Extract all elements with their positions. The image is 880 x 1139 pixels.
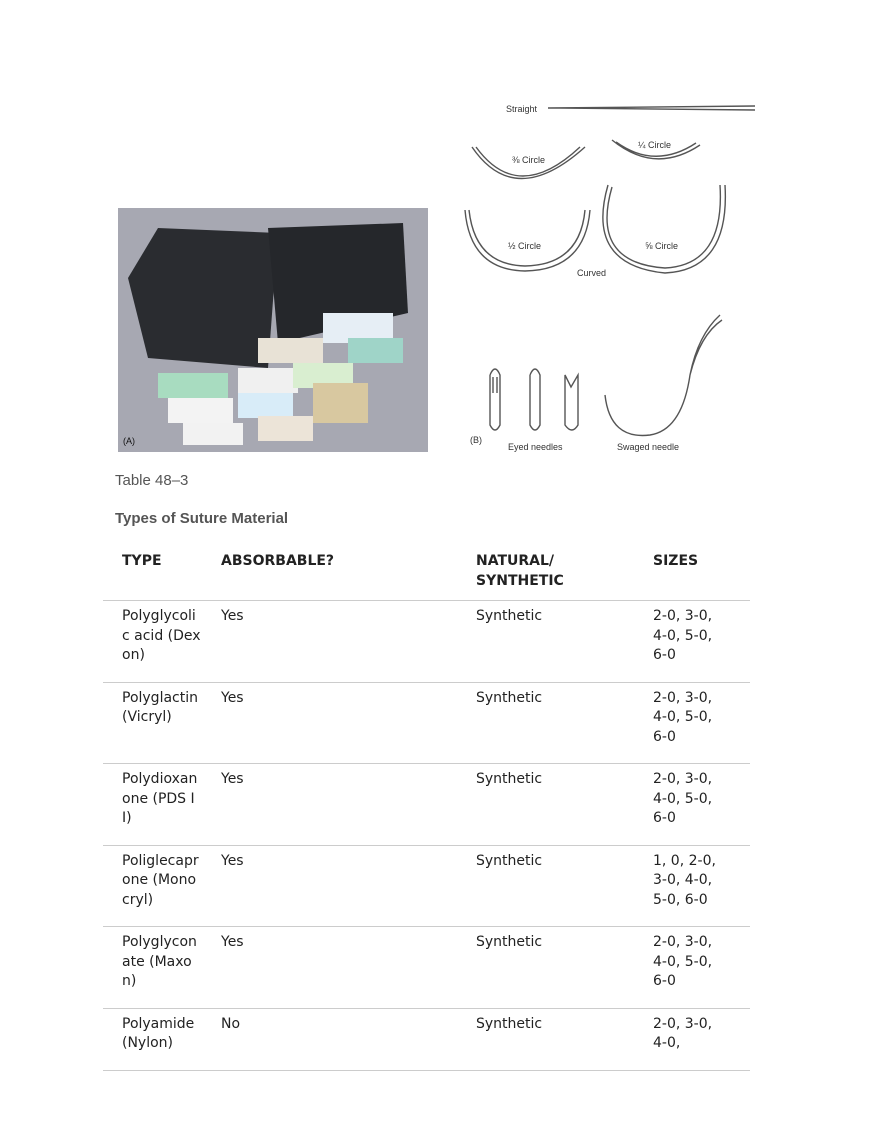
cell-absorbable: Yes	[221, 934, 244, 950]
eyed-needle-icon	[530, 369, 540, 430]
needle-types-figure	[460, 95, 770, 530]
header-origin: NATURAL/ SYNTHETIC	[476, 553, 564, 589]
five-eighths-needle-icon	[603, 185, 725, 273]
table-header-row	[103, 552, 750, 601]
suture-packages-illustration	[118, 208, 428, 452]
header-sizes: SIZES	[653, 553, 699, 569]
cell-absorbable: Yes	[221, 771, 244, 787]
label-three-eighths: ⅜ Circle	[512, 155, 546, 165]
cell-origin: Synthetic	[476, 852, 543, 869]
cell-type: Polyamide (Nylon)	[122, 1015, 195, 1051]
cell-type: Polydioxanone (PDS II)	[122, 771, 198, 826]
cell-sizes: 2-0, 3-0, 4-0, 5-0, 6-0	[653, 689, 713, 745]
cell-type: Polyglycolic acid (Dexon)	[122, 608, 201, 663]
eyed-needle-icon	[565, 375, 578, 430]
header-absorbable: ABSORBABLE?	[221, 553, 335, 569]
cell-origin: Synthetic	[476, 771, 543, 787]
cell-absorbable: No	[221, 1015, 241, 1032]
label-swaged: Swaged needle	[617, 442, 680, 452]
cell-type: Polyglyconate (Maxon)	[122, 934, 197, 989]
cell-absorbable: Yes	[221, 852, 244, 869]
table-row	[103, 927, 750, 1009]
eyed-needle-icon	[490, 369, 500, 430]
header-type: TYPE	[122, 553, 162, 569]
table-row	[103, 764, 750, 846]
table-row	[103, 1008, 750, 1070]
suture-packages-photo	[118, 208, 428, 452]
photo-label: (A)	[123, 436, 135, 446]
cell-sizes: 2-0, 3-0, 4-0,	[653, 1015, 713, 1051]
label-straight: Straight	[506, 104, 538, 114]
table-caption: Table 48–3	[115, 472, 189, 489]
cell-origin: Synthetic	[476, 934, 543, 950]
label-five-eighths: ⅝ Circle	[645, 241, 679, 251]
table-row	[103, 845, 750, 927]
cell-origin: Synthetic	[476, 1015, 543, 1032]
cell-sizes: 2-0, 3-0, 4-0, 5-0, 6-0	[653, 934, 713, 989]
cell-absorbable: Yes	[221, 608, 244, 624]
label-half: ½ Circle	[508, 241, 542, 251]
cell-sizes: 1, 0, 2-0, 3-0, 4-0, 5-0, 6-0	[653, 852, 716, 908]
panel-label: (B)	[470, 435, 482, 445]
cell-origin: Synthetic	[476, 608, 543, 624]
label-curved: Curved	[577, 268, 607, 278]
table-title: Types of Suture Material	[115, 510, 289, 527]
swaged-needle-icon	[605, 315, 722, 436]
cell-sizes: 2-0, 3-0, 4-0, 5-0, 6-0	[653, 771, 713, 826]
cell-absorbable: Yes	[221, 689, 244, 706]
cell-origin: Synthetic	[476, 689, 543, 706]
suture-table	[103, 552, 750, 1071]
straight-needle-icon	[548, 106, 755, 110]
cell-sizes: 2-0, 3-0, 4-0, 5-0, 6-0	[653, 608, 713, 663]
table-row	[103, 601, 750, 683]
cell-type: Polyglactin (Vicryl)	[122, 689, 198, 725]
label-eyed: Eyed needles	[508, 442, 563, 452]
table-row	[103, 682, 750, 764]
cell-type: Poliglecaprone (Monocryl)	[122, 852, 199, 908]
label-quarter: ¼ Circle	[638, 140, 672, 150]
